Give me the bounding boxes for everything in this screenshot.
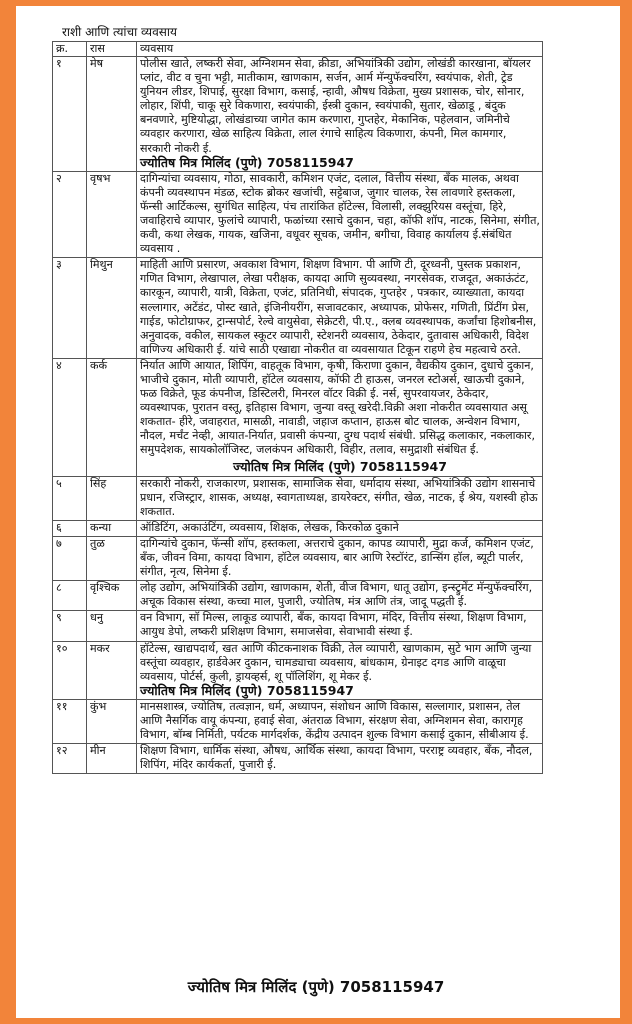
header-rashi: रास xyxy=(87,42,137,57)
row-rashi: तुळ xyxy=(87,536,137,580)
table-row xyxy=(53,358,543,476)
row-occupations xyxy=(137,171,543,258)
table-row xyxy=(53,57,543,172)
occupation-text: पोलीस खाते, लष्करी सेवा, अग्निशमन सेवा, क्रीडा, अभियांत्रिकी उद्योग, लोखंडी कारखाना, बॉयलर प्लांट, वीट व चुना भट्टी, मातीकाम, खाणकाम, सर्जन, आर्म मॅन्युफॅक्चरिंग, स्वयंपाक, शेती, ट्रेड युनियन लीडर, शिपाई, सुरक्षा विभाग, कसाई, न्हावी, औषध विक्रेता, मुख्य प्रशासक, चोर, सोनार, लोहार, शिंपी, चाकू सुरे विकणारा, स्वयंपाकी, ईस्त्री दुकान, स्वयंपाकी, सुतार, खेळाडू , बंदुक बनवणारे, मुष्टियोद्धा, लोखंडाच्या जागेत काम करणारा, गुप्तहेर, मेकानिक, पहेलवान, जमिनीचे व्यवहार करणारा, खेळ साहित्य विक्रेता, लाल रंगाचे साहित्य विकणारा, कंपनी, मिल कामगार, सरकारी नोकरी ई. xyxy=(140,57,531,155)
row-occupations xyxy=(137,358,543,476)
row-occupations xyxy=(137,699,543,743)
row-rashi: कन्या xyxy=(87,520,137,536)
row-number: ६ xyxy=(53,520,87,536)
row-occupations xyxy=(137,476,543,520)
table-row xyxy=(53,699,543,743)
occupation-text: दागिन्यांचा व्यवसाय, गोठा, सावकारी, कमिशन एजंट, दलाल, वित्तीय संस्था, बँक मालक, अथवा कंपनी व्यवस्थापन मंडळ, स्टोक ब्रोकर खजांची, सट्टेबाज, जुगार चालक, रेस लावणारे हस्तकला, फॅन्सी आर्टिकल्स, सुगंधित साहित्य, पंच तारांकित हॉटेल्स, विलासी, लक्झुरियस वस्तूंचा, हिरे, जवाहिराचे व्यापार, फुलांचे व्यापारी, फळांच्या रसाचे दुकान, चहा, कॉफी शॉप, नाटक, सिनेमा, संगीत, कवी, कथा लेखक, गायक, खजिना, वधूवर सूचक, जमीन, बगीचा, विवाह कार्यालय ई.संबंधित व्यवसाय . xyxy=(140,171,540,256)
table-row xyxy=(53,536,543,580)
row-number: ४ xyxy=(53,358,87,476)
header-occupation: व्यवसाय xyxy=(137,42,543,57)
row-rashi: मिथुन xyxy=(87,258,137,359)
page-title: राशी आणि त्यांचा व्यवसाय xyxy=(62,25,177,39)
row-number: २ xyxy=(53,171,87,258)
table-row xyxy=(53,611,543,641)
occupation-text: सरकारी नोकरी, राजकारण, प्रशासक, सामाजिक सेवा, धर्मादाय संस्था, अभियांत्रिकी उद्योग शासनाचे प्रधान, रजिस्ट्रार, शासक, अध्यक्ष, स्वागताध्यक्ष, डायरेक्टर, संगीत, खेळ, नाटक, ई श्रेय, यशस्वी होऊ शकतात. xyxy=(140,476,538,518)
row-rashi: मीन xyxy=(87,744,137,774)
table-row xyxy=(53,641,543,699)
row-occupations xyxy=(137,581,543,611)
table-header-row xyxy=(53,42,543,57)
row-occupations xyxy=(137,611,543,641)
occupation-text: ऑडिटिंग, अकाउंटिंग, व्यवसाय, शिक्षक, लेखक, किरकोळ दुकाने xyxy=(140,520,399,534)
table-row xyxy=(53,258,543,359)
row-occupations xyxy=(137,641,543,699)
row-number: ८ xyxy=(53,581,87,611)
occupation-text: मानसशास्त्र, ज्योतिष, तत्वज्ञान, धर्म, अध्यापन, संशोधन आणि विकास, सल्लागार, प्रशासन, तेल आणि नैसर्गिक वायू कंपन्या, हवाई सेवा, अंतराळ विभाग, संरक्षण सेवा, अग्निशमन सेवा, कारागृह विभाग, बॉम्ब निर्मिती, पर्यटक मार्गदर्शक, केंद्रीय उत्पादन शुल्क विभाग कसाई दुकान, सीबीआय ई. xyxy=(140,699,529,742)
rashi-occupation-table xyxy=(52,41,543,774)
row-watermark: ज्योतिष मित्र मिलिंद (पुणे) 7058115947 xyxy=(233,458,447,474)
table-row xyxy=(53,476,543,520)
row-number: ९ xyxy=(53,611,87,641)
row-occupations xyxy=(137,536,543,580)
occupation-text: शिक्षण विभाग, धार्मिक संस्था, औषध, आर्थिक संस्था, कायदा विभाग, परराष्ट्र व्यवहार, बँक, नौदल, शिपिंग, मंदिर कार्यकर्ता, पुजारी ई. xyxy=(140,744,533,772)
row-number: ११ xyxy=(53,699,87,743)
header-number: क्र. xyxy=(53,42,87,57)
row-number: ३ xyxy=(53,258,87,359)
row-rashi: कुंभ xyxy=(87,699,137,743)
row-watermark: ज्योतिष मित्र मिलिंद (पुणे) 7058115947 xyxy=(140,154,354,170)
row-rashi: मेष xyxy=(87,57,137,172)
row-occupations xyxy=(137,258,543,359)
row-number: ७ xyxy=(53,536,87,580)
occupation-text: वन विभाग, सॉ मिल्स, लाकूड व्यापारी, बँक, कायदा विभाग, मंदिर, वित्तीय संस्था, शिक्षण विभाग, आयुध डेपो, लष्करी प्रशिक्षण विभाग, समाजसेवा, सेवाभावी संस्था ई. xyxy=(140,611,527,639)
document-sheet xyxy=(52,24,542,774)
occupation-text: लोह उद्योग, अभियांत्रिकी उद्योग, खाणकाम, शेती, वीज विभाग, धातू उद्योग, इन्स्ट्रुमेंट मॅन्युफॅक्चरिंग, अचूक विकास संस्था, कच्चा माल, पुजारी, ज्योतिष, मंत्र आणि तंत्र, जादू पद्धती ई. xyxy=(140,581,533,609)
row-rashi: वृश्चिक xyxy=(87,581,137,611)
occupation-text: निर्यात आणि आयात, शिपिंग, वाहतूक विभाग, कृषी, किराणा दुकान, वैद्यकीय दुकान, दुधाचे दुकान, भाजीचे दुकान, मोती व्यापारी, हॉटेल व्यवसाय, कॉफी टी हाऊस, जनरल स्टोअर्स, खाऊची दुकाने, फळ विक्रेते, फूड कंपनीज, डिस्टिलरी, मिनरल वॉटर विक्री ई. नर्स, सुपरवायजर, ठेकेदार, व्यवस्थापक, पुरातन वस्तू, इतिहास विभाग, जुन्या वस्तू खरेदी.विक्री अशा नोकरीत व्यवसायात असू शकतात- हीरे, जवाहरात, मासळी, नावाडी, जहाज कप्तान, हाऊस बोट चालक, अन्वेशन विभाग, नौदल, मर्चंट नेव्ही, आयात-निर्यात, प्रवासी कंपन्या, दुग्ध पदार्थ संबंधी. प्रसिद्ध कलाकार, नकलाकार, समुपदेशक, सायकोलॉजिस्ट, जलकंपन अधिकारी, विहीर, तलाव, समुद्राशी संबंधित ई. xyxy=(140,358,535,457)
occupation-text: हॉटेल्स, खाद्यपदार्थ, खत आणि कीटकनाशक विक्री, तेल व्यापारी, खाणकाम, सुटे भाग आणि जुन्या वस्तूंचा व्यवहार, हार्डवेअर दुकान, चामड्याचा व्यवसाय, बांधकाम, ग्रेनाइट दगड आणि वाळूचा व्यवसाय, पोर्टर्स, कुली, ड्रायव्हर्स, शू पॉलिशिंग, शू मेकर ई. xyxy=(140,641,532,683)
table-row xyxy=(53,581,543,611)
occupation-text: दागिन्यांचे दुकान, फॅन्सी शॉप, हस्तकला, अत्तराचे दुकान, कापड व्यापारी, मुद्रा कर्ज, कमिशन एजंट, बँक, जीवन विमा, कायदा विभाग, हॉटेल व्यवसाय, बार आणि रेस्टॉरंट, डान्सिंग हॉल, ब्यूटी पार्लर, संगीत, नृत्य, सिनेमा ई. xyxy=(140,536,534,579)
table-row xyxy=(53,171,543,258)
row-number: १० xyxy=(53,641,87,699)
row-watermark: ज्योतिष मित्र मिलिंद (पुणे) 7058115947 xyxy=(140,682,354,698)
row-rashi: वृषभ xyxy=(87,171,137,258)
row-occupations xyxy=(137,57,543,172)
table-row xyxy=(53,744,543,774)
row-number: १ xyxy=(53,57,87,172)
row-occupations xyxy=(137,744,543,774)
row-rashi: मकर xyxy=(87,641,137,699)
row-occupations xyxy=(137,520,543,536)
row-number: १२ xyxy=(53,744,87,774)
occupation-text: माहिती आणि प्रसारण, अवकाश विभाग, शिक्षण विभाग. पी आणि टी, दूरध्वनी, पुस्तक प्रकाशन, गणित विभाग, लेखापाल, लेखा परीक्षक, कायदा आणि सुव्यवस्था, नगरसेवक, राजदूत, अकाऊंटंट, कारकून, व्यापारी, यात्री, विक्रेता, एजंट, प्रतिनिधी, संपादक, गुप्तहेर , पत्रकार, व्याख्याता, कायदा सल्लागार, अटेंडंट, पोस्ट खाते, इंजिनीयरींग, सजावटकार, अध्यापक, प्रोफेसर, गणिती, प्रिंटींग प्रेस, गाईड, फोटोग्राफर, ट्रान्सपोर्ट, रेल्वे वायुसेवा, सेक्रेटरी, पी.ए., क्लब व्यवस्थापक, कर्जांचा हिशोबनीस, अनुवादक, वकील, सायकल स्कूटर व्यापारी, स्टेशनरी व्यवसाय, ठेकेदार, दुतावास अधिकारी, विदेश वाणिज्य अधिकारी ई. यांचे साठी एखाद्या नोकरीत वा व्यवसायात टिकून राहणे हेच महत्वाचे ठरते. xyxy=(140,258,537,356)
row-rashi: कर्क xyxy=(87,358,137,476)
row-rashi: धनु xyxy=(87,611,137,641)
row-number: ५ xyxy=(53,476,87,520)
footer-watermark: ज्योतिष मित्र मिलिंद (पुणे) 7058115947 xyxy=(187,978,445,996)
row-rashi: सिंह xyxy=(87,476,137,520)
table-row xyxy=(53,520,543,536)
